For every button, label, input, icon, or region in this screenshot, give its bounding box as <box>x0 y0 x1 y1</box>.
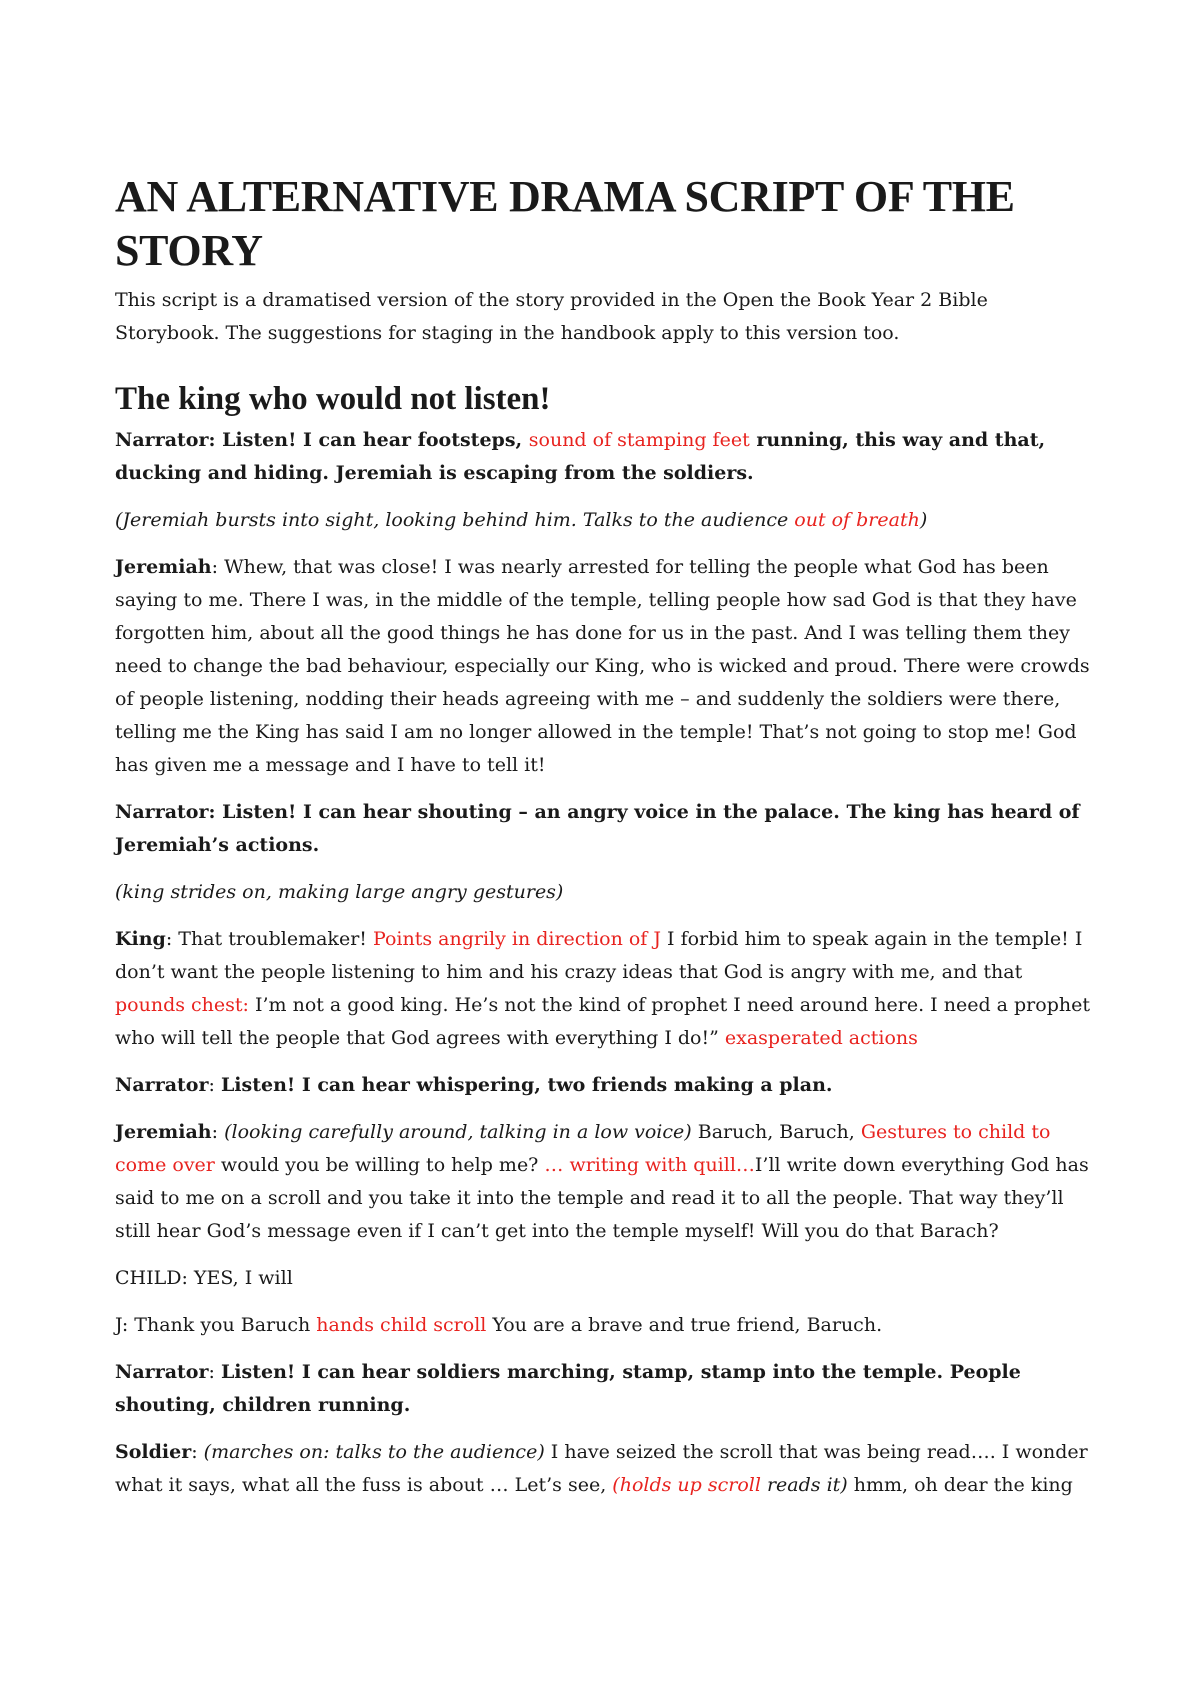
document-title: AN ALTERNATIVE DRAMA SCRIPT OF THE STORY <box>115 172 1015 275</box>
stage-cue: pounds chest: <box>115 994 249 1016</box>
speaker-name: Narrator: <box>115 801 216 823</box>
jeremiah-line-1: Jeremiah: Whew, that was close! I was nearly arrested for telling the people what God has been saying to me. There I was, in the middle of the temple, telling people how sad God is that they have forgotten him, about all the good things he has done for us in the past. And I was telling them they need to change the bad behaviour, especially our King, who is wicked and proud. There were crowds of people listening, nodding their heads agreeing with me – and suddenly the soldiers were there, telling me the King has said I am no longer allowed in the temple! That’s not going to stop me! God has given me a message and I have to tell it! <box>115 556 1090 776</box>
stage-direction: (marches on: talks to the audience) <box>203 1441 545 1463</box>
soldier-line: Soldier: (marches on: talks to the audience) I have seized the scroll that was being read…. I wonder what it says, what all the fuss is about … Let’s see, (holds up scroll reads it) hmm, oh dear the king <box>115 1441 1088 1496</box>
narrator-line-1: Narrator: Listen! I can hear footsteps, sound of stamping feet running, this way and that, ducking and hiding. Jeremiah is escaping from the soldiers. <box>115 429 1046 484</box>
stage-direction: (Jeremiah bursts into sight, looking behind him. Talks to the audience out of breath) <box>115 509 928 531</box>
stage-cue: holds up scroll <box>619 1474 761 1496</box>
jeremiah-line-2: Jeremiah: (looking carefully around, talking in a low voice) Baruch, Baruch, Gestures to child to come over would you be willing to help me? … writing with quill…I’ll write down everything God has said to me on a scroll and you take it into the temple and read it to all the people. That way they’ll still hear God’s message even if I can’t get into the temple myself! Will you do that Barach? <box>115 1121 1089 1242</box>
child-line: CHILD: YES, I will <box>115 1267 293 1289</box>
narrator-line-3: Narrator: Listen! I can hear whispering, two friends making a plan. <box>115 1074 833 1096</box>
speaker-name: Narrator <box>115 429 209 451</box>
jeremiah-line-3: J: Thank you Baruch hands child scroll You are a brave and true friend, Baruch. <box>115 1314 883 1336</box>
stage-cue: Points angrily in direction of J <box>372 928 661 950</box>
speaker-name: Narrator <box>115 1361 209 1383</box>
stage-direction: (looking carefully around, talking in a low voice) <box>224 1121 692 1143</box>
stage-cue: Gestures to child to come over <box>115 1121 1051 1176</box>
narrator-line-4: Narrator: Listen! I can hear soldiers marching, stamp, stamp into the temple. People shouting, children running. <box>115 1361 1021 1416</box>
narrator-line-2: Narrator: Listen! I can hear shouting – an angry voice in the palace. The king has heard of Jeremiah’s actions. <box>115 801 1080 856</box>
speaker-name: Soldier <box>115 1441 192 1463</box>
stage-direction: (king strides on, making large angry gestures) <box>115 881 564 903</box>
stage-cue: … writing with quill… <box>544 1154 755 1176</box>
stage-cue: sound of stamping feet <box>528 429 750 451</box>
king-line: King: That troublemaker! Points angrily in direction of J I forbid him to speak again in the temple! I don’t want the people listening to him and his crazy ideas that God is angry with me, and that pounds chest: I’m not a good king. He’s not the kind of prophet I need around here. I need a prophet who will tell the people that God agrees with everything I do!” exasperated actions <box>115 928 1090 1049</box>
document-page <box>115 170 1095 1516</box>
intro-paragraph: This script is a dramatised version of the story provided in the Open the Book Year 2 Bible Storybook. The suggestions for staging in the handbook apply to this version too. <box>115 289 988 344</box>
story-title: The king who would not listen! <box>115 381 551 417</box>
speaker-name: Jeremiah <box>115 556 212 578</box>
speaker-name: Jeremiah <box>115 1121 212 1143</box>
stage-cue: hands child scroll <box>316 1314 487 1336</box>
speaker-name: King <box>115 928 166 950</box>
stage-cue: out of breath <box>794 509 920 531</box>
stage-cue: exasperated actions <box>724 1027 918 1049</box>
speaker-name: Narrator <box>115 1074 209 1096</box>
